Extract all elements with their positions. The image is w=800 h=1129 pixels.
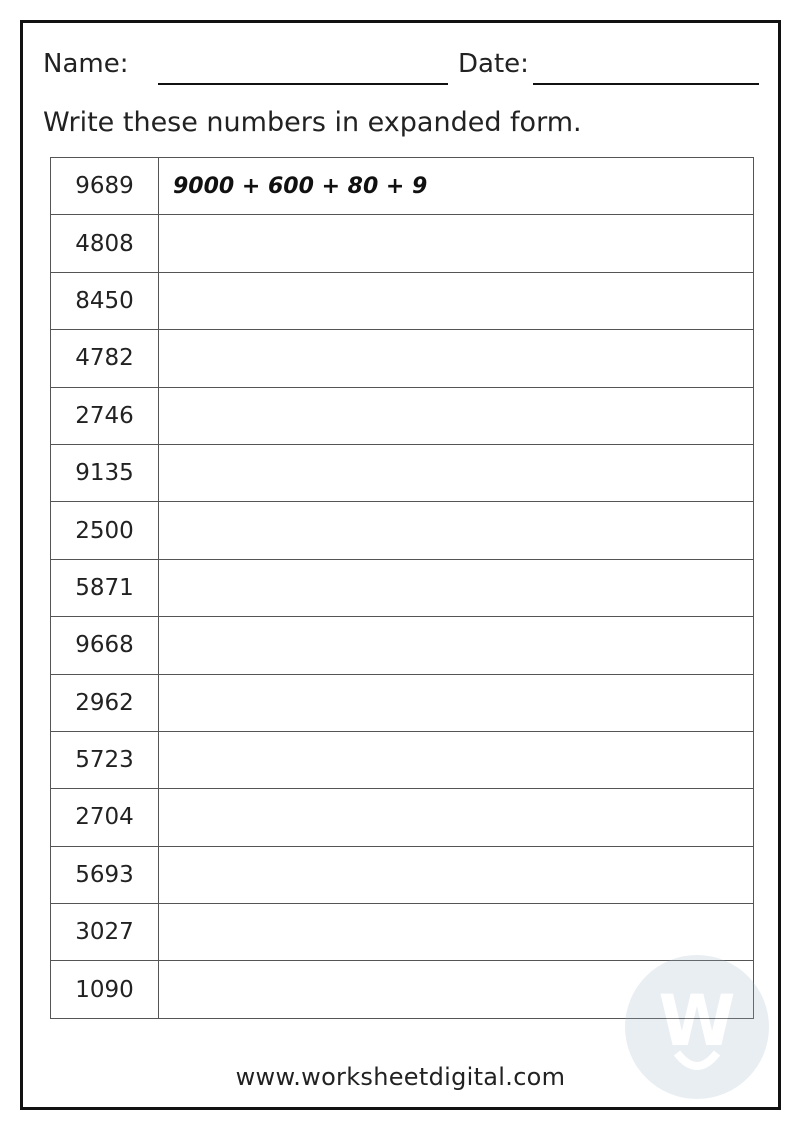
name-label: Name: bbox=[43, 49, 129, 79]
number-cell: 4782 bbox=[51, 330, 159, 387]
footer-url: www.worksheetdigital.com bbox=[235, 1063, 566, 1091]
worksheet-page bbox=[20, 20, 781, 1110]
table-row bbox=[51, 387, 754, 444]
answer-cell[interactable]: 9000 + 600 + 80 + 9 bbox=[159, 158, 754, 215]
number-cell: 3027 bbox=[51, 904, 159, 961]
answer-cell[interactable] bbox=[159, 444, 754, 501]
number-cell: 9689 bbox=[51, 158, 159, 215]
number-cell: 1090 bbox=[51, 961, 159, 1018]
answer-cell[interactable] bbox=[159, 559, 754, 616]
number-cell: 2500 bbox=[51, 502, 159, 559]
answer-cell[interactable] bbox=[159, 502, 754, 559]
svg-text:W: W bbox=[658, 980, 736, 1062]
table-row bbox=[51, 846, 754, 903]
date-blank-line bbox=[533, 83, 759, 85]
answer-cell[interactable] bbox=[159, 731, 754, 788]
table-row bbox=[51, 789, 754, 846]
number-cell: 2704 bbox=[51, 789, 159, 846]
table-row bbox=[51, 559, 754, 616]
instructions: Write these numbers in expanded form. bbox=[43, 107, 582, 138]
answer-cell[interactable] bbox=[159, 272, 754, 329]
answer-cell[interactable] bbox=[159, 846, 754, 903]
number-cell: 5693 bbox=[51, 846, 159, 903]
table-row bbox=[51, 330, 754, 387]
answer-cell[interactable] bbox=[159, 674, 754, 731]
number-cell: 5723 bbox=[51, 731, 159, 788]
number-cell: 2746 bbox=[51, 387, 159, 444]
answer-cell[interactable] bbox=[159, 215, 754, 272]
number-cell: 2962 bbox=[51, 674, 159, 731]
header bbox=[43, 49, 763, 89]
number-cell: 5871 bbox=[51, 559, 159, 616]
number-cell: 9135 bbox=[51, 444, 159, 501]
table-row bbox=[51, 617, 754, 674]
answer-cell[interactable] bbox=[159, 330, 754, 387]
date-label: Date: bbox=[458, 49, 529, 79]
answer-cell[interactable] bbox=[159, 789, 754, 846]
number-cell: 4808 bbox=[51, 215, 159, 272]
table-row bbox=[51, 674, 754, 731]
table-row bbox=[51, 272, 754, 329]
table-row bbox=[51, 215, 754, 272]
number-cell: 8450 bbox=[51, 272, 159, 329]
answer-cell[interactable] bbox=[159, 387, 754, 444]
number-cell: 9668 bbox=[51, 617, 159, 674]
answer-cell[interactable] bbox=[159, 617, 754, 674]
name-blank-line bbox=[158, 83, 448, 85]
table-row bbox=[51, 158, 754, 215]
expanded-form-table bbox=[50, 157, 754, 1019]
table-row bbox=[51, 731, 754, 788]
table-row bbox=[51, 444, 754, 501]
table-row bbox=[51, 502, 754, 559]
